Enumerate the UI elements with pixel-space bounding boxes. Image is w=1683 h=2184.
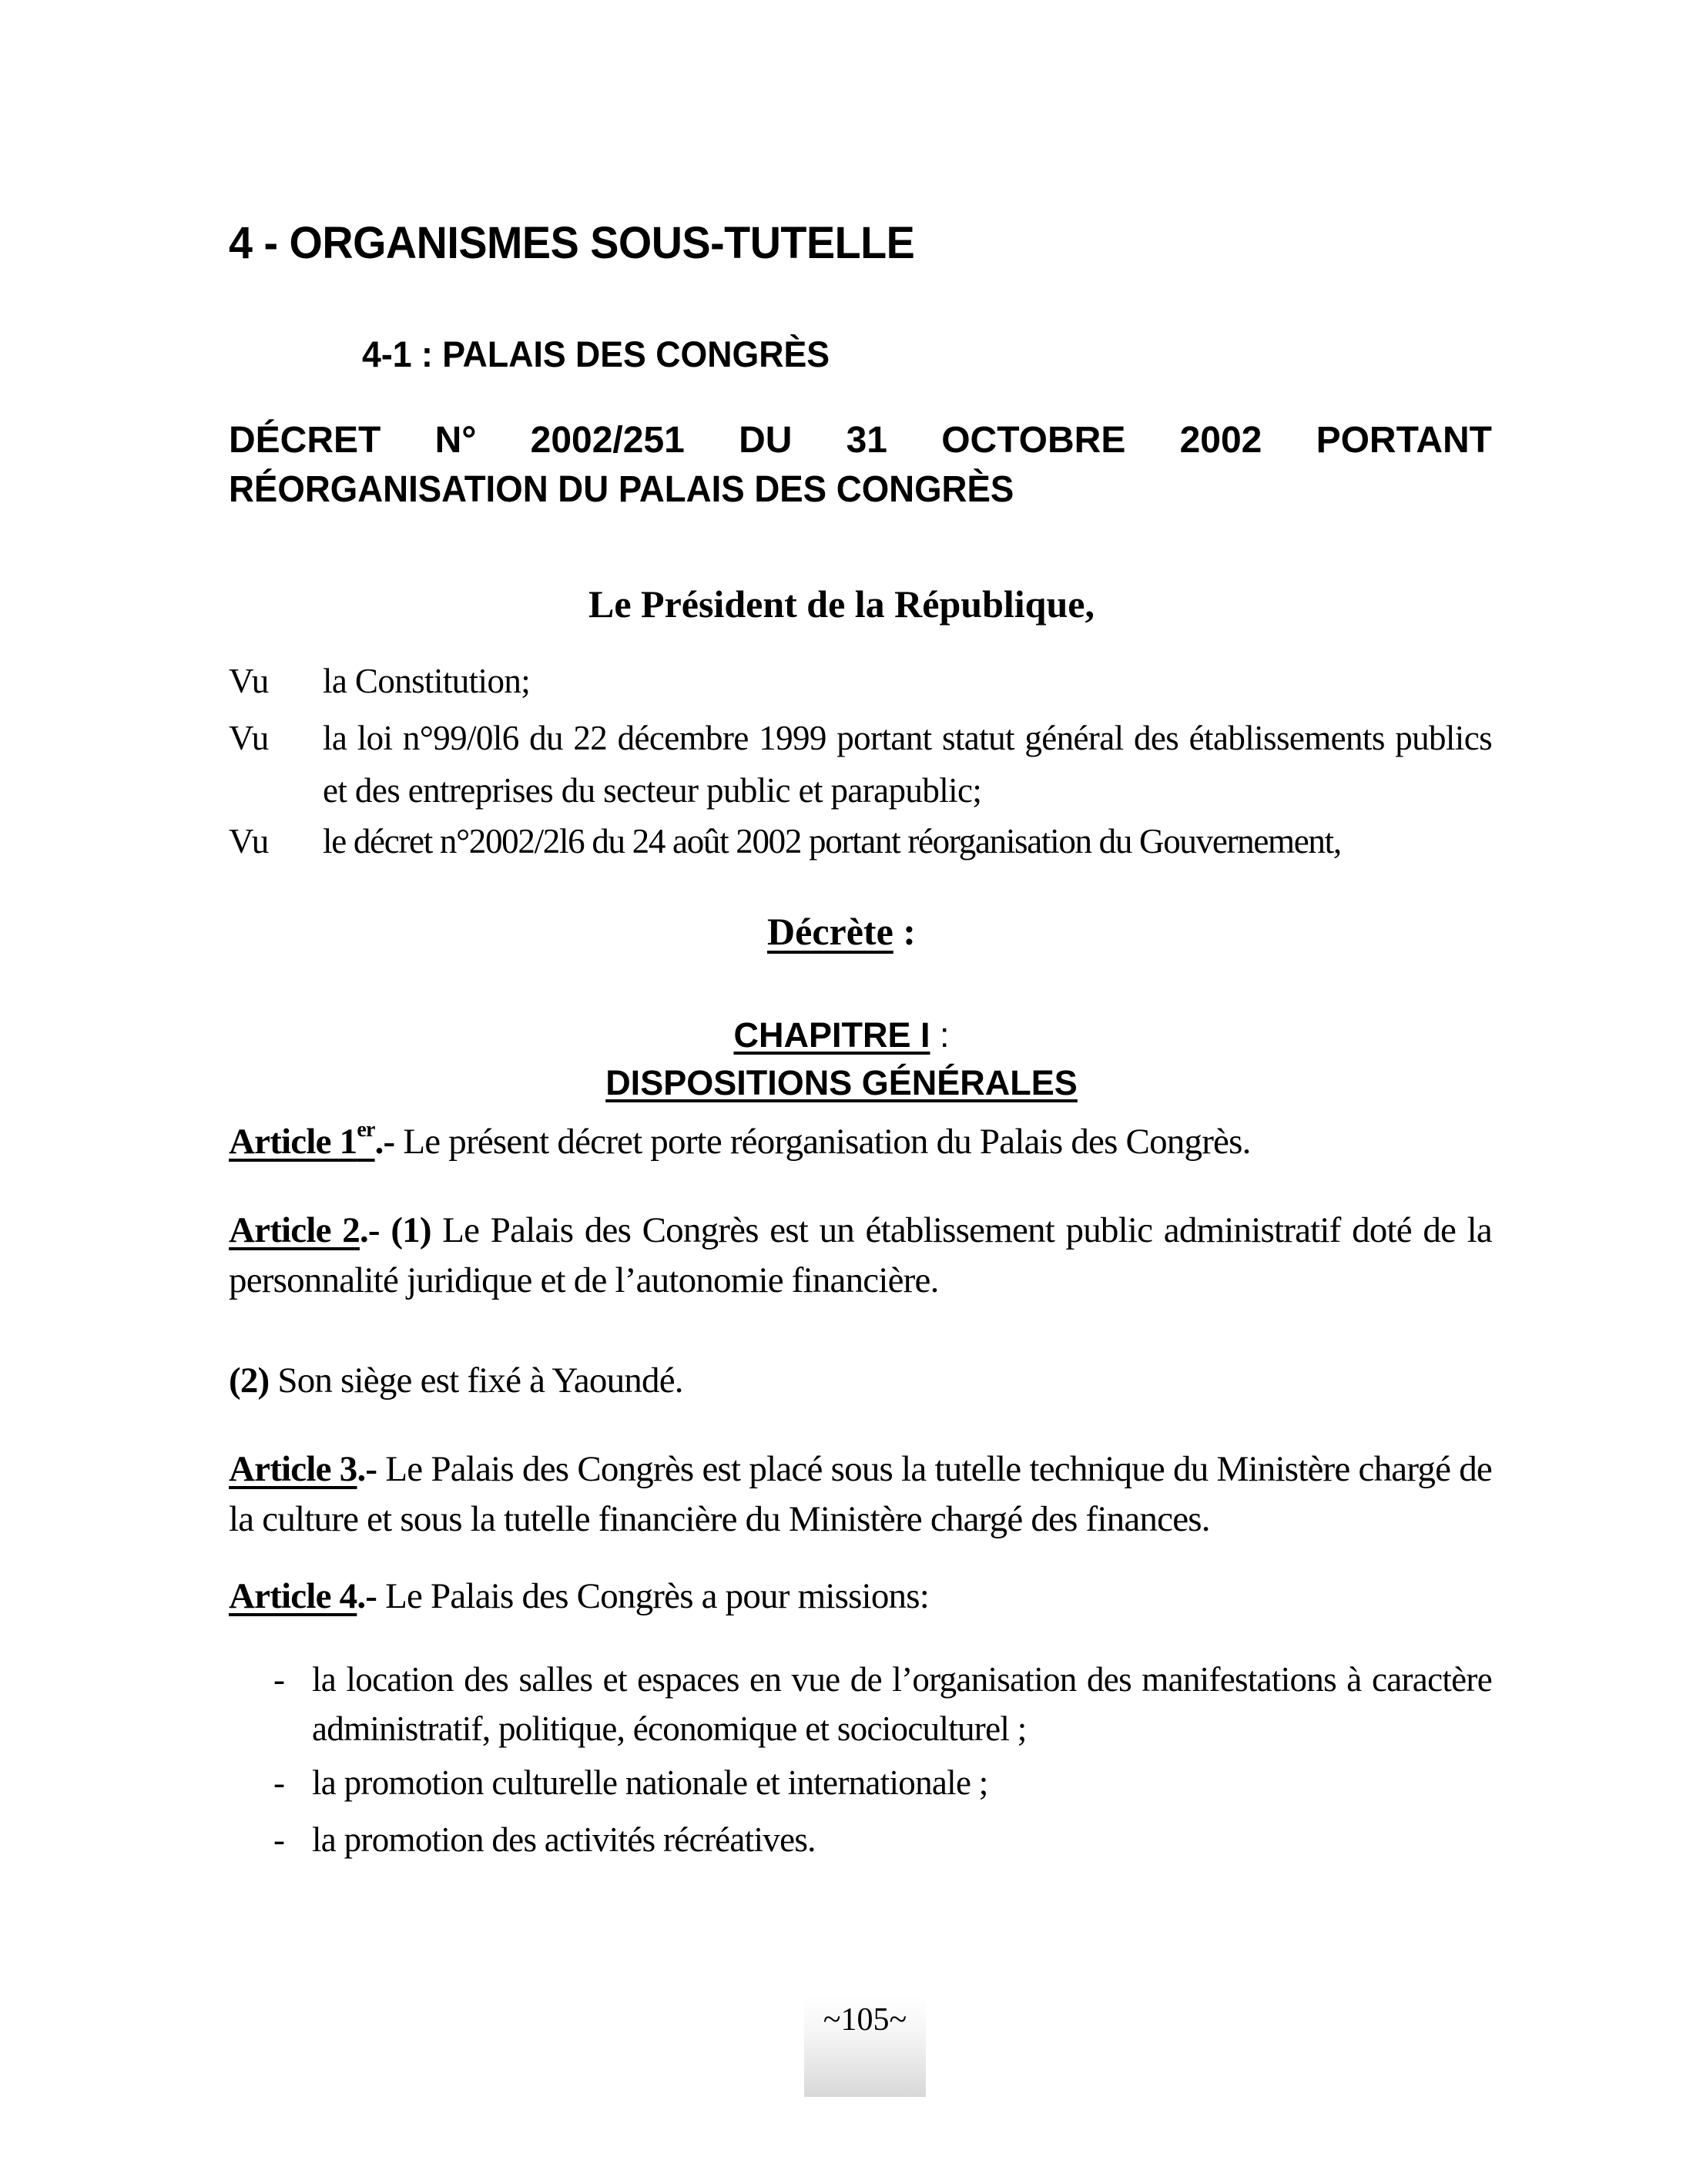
vu-item: [229, 655, 1492, 707]
mission-bullet: [273, 1758, 1492, 1807]
vu-text: le décret n°2002/2l6 du 24 août 2002 portant réorganisation du Gouvernement,: [323, 822, 1341, 861]
vu-text: la Constitution;: [323, 662, 531, 700]
chapter-title-colon: :: [930, 1015, 950, 1055]
article-label: Article 4: [229, 1576, 357, 1616]
chapter-title-label: CHAPITRE I: [733, 1015, 930, 1055]
article-label: [229, 1118, 375, 1162]
bullet-text: la location des salles et espaces en vue de l’organisation des manifestations à caractère administratif, politique, économique et socioculturel ;: [312, 1660, 1492, 1748]
bullet-text: la promotion des activités récréatives.: [312, 1820, 816, 1859]
chapter-subtitle: [0, 1063, 1683, 1103]
page-number-box: [804, 1995, 926, 2097]
chapter-subtitle-text: DISPOSITIONS GÉNÉRALES: [605, 1063, 1078, 1102]
article-label: Article 3: [229, 1449, 357, 1489]
article-label: Article 2: [229, 1210, 360, 1250]
president-heading: Le Président de la République,: [588, 582, 1095, 626]
article-2-clause-2: [229, 1356, 1492, 1406]
article-label-suffix: .-: [374, 1122, 404, 1162]
decree-title: [229, 416, 1492, 515]
article-text: Le présent décret porte réorganisation du Palais des Congrès.: [403, 1122, 1251, 1162]
decree-title-word: DÉCRET: [229, 420, 381, 461]
article-label-suffix: .-: [359, 1210, 391, 1250]
mission-bullet: [273, 1655, 1492, 1753]
clause-number: (2): [229, 1360, 270, 1401]
page-number: ~105~: [823, 2002, 907, 2038]
clause-text: Son siège est fixé à Yaoundé.: [269, 1360, 683, 1401]
article-2: [229, 1206, 1492, 1306]
vu-label: Vu: [229, 719, 270, 757]
bullet-marker: -: [273, 1660, 285, 1699]
section-heading: 4 - ORGANISMES SOUS-TUTELLE: [229, 218, 915, 268]
vu-item: [229, 815, 1492, 867]
article-label-text: Article 1: [229, 1122, 357, 1162]
chapter-title: [0, 1015, 1683, 1055]
subsection-heading: 4-1 : PALAIS DES CONGRÈS: [362, 334, 830, 374]
decree-title-word: PORTANT: [1316, 420, 1492, 461]
decrete-label: Décrète: [767, 910, 893, 953]
article-text: Le Palais des Congrès est placé sous la tutelle technique du Ministère chargé de la culture et sous la tutelle financière du Ministère chargé des finances.: [229, 1449, 1492, 1539]
clause-text: Le Palais des Congrès est un établissement public administratif doté de la personnalité juridique et de l’autonomie financière.: [229, 1210, 1492, 1300]
bullet-marker: -: [273, 1820, 285, 1859]
bullet-text: la promotion culturelle nationale et internationale ;: [312, 1763, 988, 1802]
article-label-suffix: .-: [357, 1449, 386, 1489]
article-label-suffix: .-: [357, 1576, 386, 1616]
mission-bullet: [273, 1815, 1492, 1864]
decrete-colon: :: [893, 910, 916, 953]
vu-item: [229, 712, 1492, 817]
decree-title-word: 2002: [1179, 420, 1262, 461]
article-4: [229, 1572, 1492, 1622]
decree-title-word: 2002/251: [530, 420, 685, 461]
article-label-sup: er: [357, 1118, 375, 1142]
article-1: [229, 1117, 1492, 1167]
decree-title-line-1: [229, 416, 1492, 465]
decree-title-word: N°: [434, 420, 477, 461]
decree-title-word: OCTOBRE: [941, 420, 1126, 461]
vu-label: Vu: [229, 822, 270, 861]
bullet-marker: -: [273, 1763, 285, 1802]
decree-title-line-2: RÉORGANISATION DU PALAIS DES CONGRÈS: [229, 469, 1014, 510]
article-3: [229, 1444, 1492, 1545]
article-text: Le Palais des Congrès a pour missions:: [385, 1576, 929, 1616]
clause-number: (1): [391, 1210, 431, 1250]
vu-label: Vu: [229, 662, 270, 700]
decree-title-word: 31: [846, 420, 887, 461]
decree-title-word: DU: [739, 420, 793, 461]
decrete-heading: [0, 909, 1683, 954]
vu-text: la loi n°99/0l6 du 22 décembre 1999 portant statut général des établissements publics et des entreprises du secteur public et parapublic;: [323, 719, 1492, 810]
